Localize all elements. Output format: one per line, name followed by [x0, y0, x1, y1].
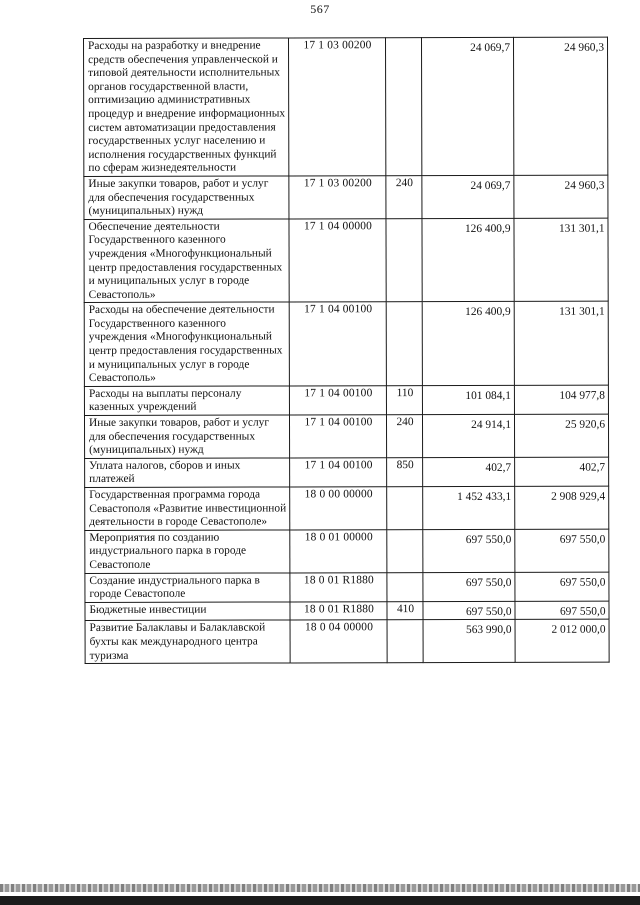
row-code: 18 0 01 R1880 — [290, 601, 387, 620]
row-amount-1: 563 990,0 — [423, 620, 515, 663]
table-row — [85, 572, 609, 603]
row-amount-1: 402,7 — [423, 457, 515, 486]
row-expense-type — [386, 38, 422, 176]
row-expense-type: 410 — [387, 601, 423, 620]
row-name: Расходы на разработку и внедрение средств обеспечения управленческой и типовой деятельности исполнительных органов государственной власти, оптимизацию административных процедур и внедрение информационных систем автоматизации предоставления государственных услуг населению и исполнения государственных функций по сферам жизнедеятельности — [84, 38, 289, 176]
row-code: 17 1 03 00200 — [289, 38, 386, 176]
row-name: Бюджетные инвестиции — [85, 602, 290, 621]
row-amount-2: 24 960,3 — [513, 37, 607, 175]
row-name: Государственная программа города Севастополя «Развитие инвестиционной деятельности в городе Севастополе» — [85, 487, 290, 530]
table-row — [85, 529, 609, 573]
row-amount-2: 697 550,0 — [515, 601, 609, 620]
row-amount-1: 24 069,7 — [422, 175, 514, 218]
scan-edge-noise — [0, 884, 640, 892]
row-expense-type — [386, 218, 422, 302]
row-name: Расходы на обеспечение деятельности Государственного казенного учреждения «Многофункциональный центр предоставления государственных и муниципальных услуг в городе Севастополь» — [84, 302, 289, 386]
page-number: 567 — [310, 2, 330, 16]
row-name: Развитие Балаклавы и Балаклавской бухты как международного центра туризма — [85, 620, 290, 663]
row-amount-2: 25 920,6 — [514, 414, 608, 457]
row-amount-1: 697 550,0 — [423, 529, 515, 572]
table-row — [85, 457, 609, 488]
row-amount-1: 697 550,0 — [423, 572, 515, 601]
table-row — [85, 486, 609, 530]
row-amount-2: 697 550,0 — [515, 529, 609, 572]
row-amount-2: 131 301,1 — [514, 301, 608, 385]
row-amount-1: 697 550,0 — [423, 601, 515, 620]
row-name: Иные закупки товаров, работ и услуг для обеспечения государственных (муниципальных) нужд — [84, 415, 289, 458]
row-amount-2: 402,7 — [515, 457, 609, 486]
row-code: 18 0 01 00000 — [290, 529, 387, 572]
row-name: Создание индустриального парка в городе Севастополе — [85, 573, 290, 603]
row-amount-1: 24 914,1 — [422, 414, 514, 457]
row-expense-type: 240 — [386, 176, 422, 219]
row-amount-1: 126 400,9 — [422, 218, 514, 302]
row-name: Обеспечение деятельности Государственного казенного учреждения «Многофункциональный центр предоставления государственных и муниципальных услуг в городе Севастополь» — [84, 219, 289, 303]
row-amount-1: 24 069,7 — [422, 37, 514, 175]
table-row — [84, 385, 608, 416]
table-row — [85, 601, 609, 621]
row-amount-1: 126 400,9 — [422, 302, 514, 386]
budget-table — [83, 37, 610, 664]
table-row — [84, 414, 608, 458]
table-row — [84, 218, 608, 303]
row-code: 17 1 04 00100 — [289, 415, 386, 458]
row-code: 17 1 04 00100 — [289, 386, 386, 415]
table-row — [85, 619, 609, 663]
row-code: 17 1 04 00000 — [289, 218, 386, 302]
row-code: 18 0 01 R1880 — [290, 572, 387, 601]
row-amount-2: 24 960,3 — [514, 175, 608, 218]
row-amount-2: 104 977,8 — [514, 385, 608, 414]
table-row — [84, 175, 608, 219]
row-expense-type — [387, 529, 423, 572]
row-expense-type: 240 — [386, 415, 422, 458]
row-amount-2: 697 550,0 — [515, 572, 609, 601]
row-code: 17 1 04 00100 — [290, 458, 387, 487]
row-expense-type — [387, 620, 423, 663]
row-name: Иные закупки товаров, работ и услуг для обеспечения государственных (муниципальных) нужд — [84, 176, 289, 219]
row-amount-2: 2 908 929,4 — [515, 486, 609, 529]
row-amount-1: 1 452 433,1 — [423, 486, 515, 529]
row-code: 18 0 00 00000 — [290, 487, 387, 530]
row-name: Расходы на выплаты персоналу казенных учреждений — [84, 386, 289, 416]
table-row — [84, 37, 608, 176]
row-amount-1: 101 084,1 — [422, 385, 514, 414]
row-name: Мероприятия по созданию индустриального парка в городе Севастополе — [85, 530, 290, 573]
row-code: 18 0 04 00000 — [290, 620, 387, 663]
scan-edge-bar — [0, 896, 640, 905]
row-expense-type: 110 — [386, 385, 422, 414]
row-name: Уплата налогов, сборов и иных платежей — [85, 458, 290, 488]
row-code: 17 1 03 00200 — [289, 176, 386, 219]
row-code: 17 1 04 00100 — [289, 302, 386, 386]
row-expense-type — [386, 302, 422, 386]
row-expense-type — [387, 572, 423, 601]
row-amount-2: 131 301,1 — [514, 218, 608, 302]
row-expense-type — [387, 487, 423, 530]
row-expense-type: 850 — [387, 457, 423, 486]
table-row — [84, 301, 608, 386]
row-amount-2: 2 012 000,0 — [515, 619, 609, 662]
